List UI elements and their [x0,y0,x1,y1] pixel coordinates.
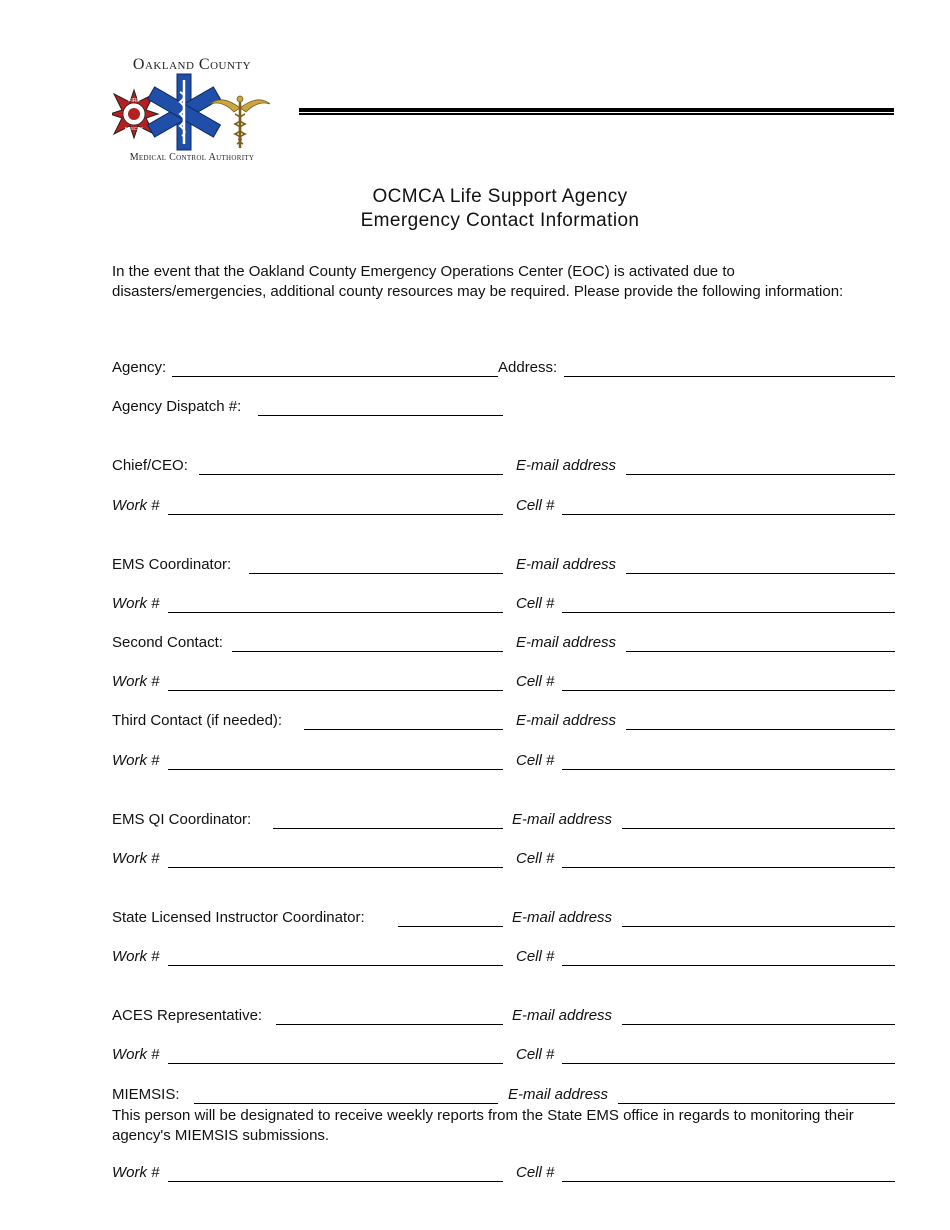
third-contact-work-field[interactable] [168,769,503,770]
qi-coordinator-field[interactable] [273,828,503,829]
ems-coordinator-work-label: Work # [112,595,160,612]
second-contact-work-label: Work # [112,673,160,690]
agency-field[interactable] [172,376,498,377]
chief-email-label: E-mail address [516,457,617,474]
second-contact-field[interactable] [232,651,503,652]
logo-top-text: Oakland County [132,56,252,73]
instructor-coordinator-label: State Licensed Instructor Coordinator: [112,909,365,926]
chief-cell-label: Cell # [516,497,555,514]
instructor-coordinator-cell-field[interactable] [562,965,895,966]
qi-coordinator-cell-field[interactable] [562,867,895,868]
second-contact-email-field[interactable] [626,651,895,652]
second-contact-cell-field[interactable] [562,690,895,691]
third-contact-email-label: E-mail address [516,712,617,729]
third-contact-cell-field[interactable] [562,769,895,770]
instructor-coordinator-field[interactable] [398,926,503,927]
star-of-life-icon [148,74,221,150]
second-contact-cell-label: Cell # [516,673,555,690]
miemsis-email-field[interactable] [618,1103,895,1104]
third-contact-email-field[interactable] [626,729,895,730]
chief-field[interactable] [199,474,503,475]
aces-cell-field[interactable] [562,1063,895,1064]
instructor-coordinator-email-field[interactable] [622,926,895,927]
chief-work-label: Work # [112,497,160,514]
page-title-line1: OCMCA Life Support Agency [372,186,628,207]
aces-email-label: E-mail address [512,1007,613,1024]
qi-coordinator-label: EMS QI Coordinator: [112,811,252,828]
qi-coordinator-work-label: Work # [112,850,160,867]
ems-coordinator-label: EMS Coordinator: [112,556,232,573]
aces-cell-label: Cell # [516,1046,555,1063]
logo-bottom-text: Medical Control Authority [129,152,255,163]
third-contact-work-label: Work # [112,752,160,769]
chief-email-field[interactable] [626,474,895,475]
instructor-coordinator-work-field[interactable] [168,965,503,966]
miemsis-cell-field[interactable] [562,1181,895,1182]
ems-coordinator-field[interactable] [249,573,503,574]
chief-cell-field[interactable] [562,514,895,515]
agency-label: Agency: [112,359,167,376]
ocmca-logo-icon [112,72,272,152]
ems-coordinator-cell-label: Cell # [516,595,555,612]
third-contact-cell-label: Cell # [516,752,555,769]
aces-field[interactable] [276,1024,503,1025]
third-contact-field[interactable] [304,729,503,730]
header-rule-thin [299,113,894,115]
miemsis-work-label: Work # [112,1164,160,1181]
miemsis-cell-label: Cell # [516,1164,555,1181]
instructor-coordinator-cell-label: Cell # [516,948,555,965]
page-title-line2: Emergency Contact Information [360,210,640,231]
caduceus-icon [210,96,270,148]
chief-work-field[interactable] [168,514,503,515]
badge-bottom-text: RESCUE [124,126,144,131]
qi-coordinator-email-field[interactable] [622,828,895,829]
ems-coordinator-work-field[interactable] [168,612,503,613]
miemsis-note: This person will be designated to receive weekly reports from the State EMS office in regards to monitoring their agency's MIEMSIS submissions. [112,1107,854,1144]
second-contact-work-field[interactable] [168,690,503,691]
aces-label: ACES Representative: [112,1007,263,1024]
miemsis-work-field[interactable] [168,1181,503,1182]
ems-coordinator-email-label: E-mail address [516,556,617,573]
header-rule [299,108,894,112]
aces-work-label: Work # [112,1046,160,1063]
aces-work-field[interactable] [168,1063,503,1064]
miemsis-label: MIEMSIS: [112,1086,180,1103]
miemsis-email-label: E-mail address [508,1086,609,1103]
dispatch-label: Agency Dispatch #: [112,398,242,415]
qi-coordinator-email-label: E-mail address [512,811,613,828]
second-contact-label: Second Contact: [112,634,223,651]
third-contact-label: Third Contact (if needed): [112,712,283,729]
miemsis-field[interactable] [194,1103,498,1104]
address-label: Address: [498,359,558,376]
second-contact-email-label: E-mail address [516,634,617,651]
qi-coordinator-cell-label: Cell # [516,850,555,867]
address-field[interactable] [564,376,895,377]
dispatch-field[interactable] [258,415,503,416]
ems-coordinator-email-field[interactable] [626,573,895,574]
qi-coordinator-work-field[interactable] [168,867,503,868]
instructor-coordinator-work-label: Work # [112,948,160,965]
chief-label: Chief/CEO: [112,457,188,474]
ems-coordinator-cell-field[interactable] [562,612,895,613]
aces-email-field[interactable] [622,1024,895,1025]
badge-top-text: FIRE [128,98,140,104]
intro-paragraph: In the event that the Oakland County Emergency Operations Center (EOC) is activated due to disasters/emergencies, additional county resources may be required. Please provide the following information: [112,263,844,300]
instructor-coordinator-email-label: E-mail address [512,909,613,926]
